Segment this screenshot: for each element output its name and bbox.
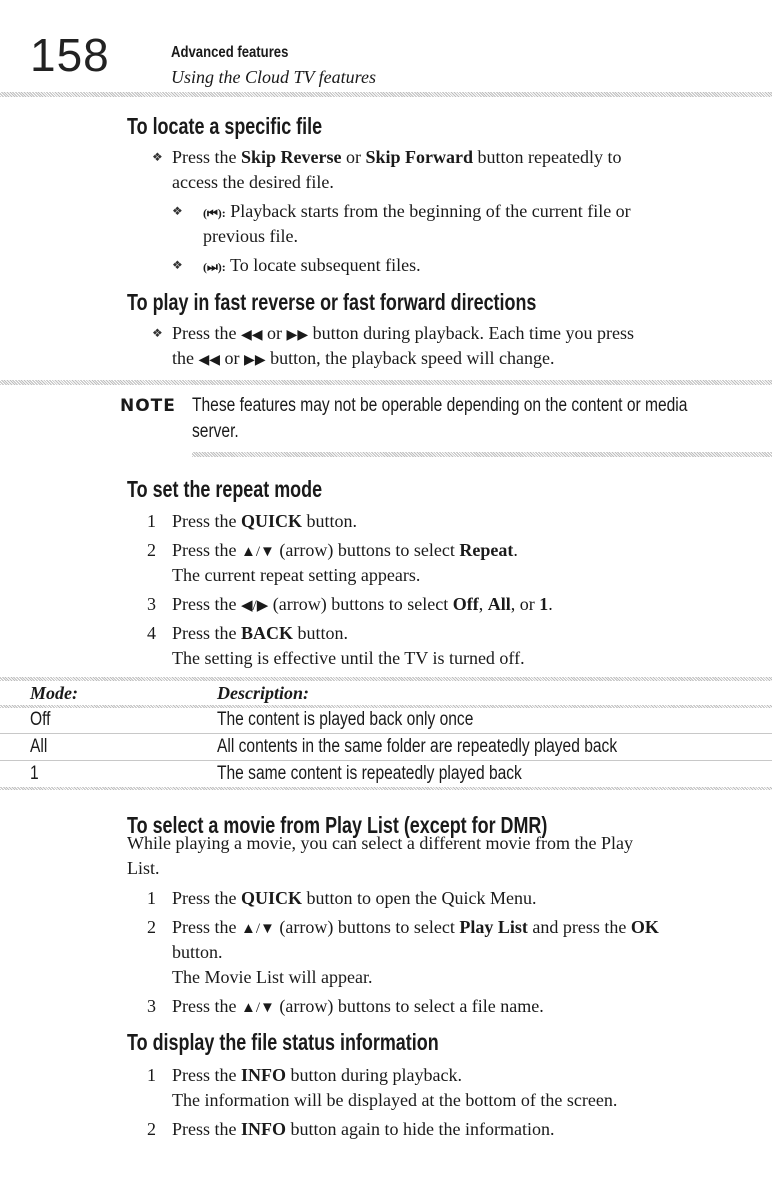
locate-sub2: (⏭): To locate subsequent files. bbox=[203, 255, 421, 275]
bullet-icon: ❖ bbox=[172, 204, 183, 218]
step-number: 1 bbox=[147, 888, 156, 908]
table-cell-mode: All bbox=[30, 736, 48, 757]
note-bottom-rule bbox=[192, 452, 772, 457]
table-cell-mode: Off bbox=[30, 709, 51, 730]
bullet-icon: ❖ bbox=[152, 150, 163, 164]
fast-forward-icon: ▶▶ bbox=[244, 353, 266, 368]
info-step-1-sub: The information will be displayed at the bottom of the screen. bbox=[172, 1090, 618, 1110]
table-row-rule bbox=[0, 733, 772, 734]
heading-fast: To play in fast reverse or fast forward directions bbox=[127, 289, 537, 315]
table-top-rule bbox=[0, 677, 772, 681]
bullet-icon: ❖ bbox=[152, 326, 163, 340]
step-number: 3 bbox=[147, 996, 156, 1016]
left-right-arrow-icon: ◀/▶ bbox=[241, 598, 269, 614]
step-number: 4 bbox=[147, 623, 156, 643]
movie-step-3: Press the ▲/▼ (arrow) buttons to select a file name. bbox=[172, 996, 544, 1016]
heading-info: To display the file status information bbox=[127, 1029, 439, 1055]
heading-repeat: To set the repeat mode bbox=[127, 476, 323, 502]
table-cell-description: All contents in the same folder are repeatedly played back bbox=[217, 736, 618, 757]
locate-sub1-line1: (⏮): Playback starts from the beginning of the current file or bbox=[203, 201, 631, 221]
heading-movie: To select a movie from Play List (except for DMR) bbox=[127, 812, 548, 838]
table-header-description: Description: bbox=[217, 683, 309, 703]
locate-bullet-line2: access the desired file. bbox=[172, 172, 334, 192]
step-number: 2 bbox=[147, 1119, 156, 1139]
repeat-step-2-sub: The current repeat setting appears. bbox=[172, 565, 421, 585]
locate-bullet-line1: Press the Skip Reverse or Skip Forward button repeatedly to bbox=[172, 147, 622, 167]
step-number: 2 bbox=[147, 540, 156, 560]
step-number: 1 bbox=[147, 1065, 156, 1085]
fast-line1: Press the ◀◀ or ▶▶ button during playback. Each time you press bbox=[172, 323, 635, 343]
info-step-2: Press the INFO button again to hide the information. bbox=[172, 1119, 555, 1139]
movie-step-1: Press the QUICK button to open the Quick Menu. bbox=[172, 888, 537, 908]
repeat-step-2: Press the ▲/▼ (arrow) buttons to select Repeat. bbox=[172, 540, 518, 560]
movie-step-2-line2: button. bbox=[172, 942, 223, 962]
step-number: 1 bbox=[147, 511, 156, 531]
chapter-title: Advanced features bbox=[171, 44, 289, 61]
repeat-step-4-sub: The setting is effective until the TV is turned off. bbox=[172, 648, 525, 668]
repeat-step-3: Press the ◀/▶ (arrow) buttons to select Off, All, or 1. bbox=[172, 594, 553, 614]
info-step-1: Press the INFO button during playback. bbox=[172, 1065, 462, 1085]
section-title: Using the Cloud TV features bbox=[171, 67, 377, 87]
rewind-icon: ◀◀ bbox=[198, 353, 221, 368]
step-number: 3 bbox=[147, 594, 156, 614]
movie-step-2-sub: The Movie List will appear. bbox=[172, 967, 373, 987]
table-cell-description: The same content is repeatedly played back bbox=[217, 763, 522, 784]
table-bottom-rule bbox=[0, 787, 772, 790]
up-down-arrow-icon: ▲/▼ bbox=[241, 1000, 275, 1016]
skip-back-icon: (⏮): bbox=[203, 206, 226, 220]
table-header-rule bbox=[0, 705, 772, 708]
table-cell-description: The content is played back only once bbox=[217, 709, 474, 730]
table-header-mode: Mode: bbox=[30, 683, 78, 703]
table-row-rule bbox=[0, 760, 772, 761]
note-line1: These features may not be operable depending on the content or media bbox=[192, 395, 688, 416]
fast-forward-icon: ▶▶ bbox=[286, 328, 309, 343]
locate-sub1-line2: previous file. bbox=[203, 226, 298, 246]
repeat-step-1: Press the QUICK button. bbox=[172, 511, 358, 531]
table-cell-mode: 1 bbox=[30, 763, 39, 784]
step-number: 2 bbox=[147, 917, 156, 937]
skip-forward-icon: (⏭): bbox=[203, 260, 226, 274]
note-top-rule bbox=[0, 380, 772, 385]
page-number: 158 bbox=[30, 29, 110, 81]
movie-intro-line1: While playing a movie, you can select a different movie from the Play bbox=[127, 833, 634, 853]
bullet-icon: ❖ bbox=[172, 258, 183, 272]
heading-locate: To locate a specific file bbox=[127, 113, 323, 139]
header-rule bbox=[0, 92, 772, 97]
up-down-arrow-icon: ▲/▼ bbox=[241, 921, 275, 937]
repeat-step-4: Press the BACK button. bbox=[172, 623, 349, 643]
movie-step-2: Press the ▲/▼ (arrow) buttons to select Play List and press the OK bbox=[172, 917, 659, 937]
up-down-arrow-icon: ▲/▼ bbox=[241, 544, 275, 560]
note-label: NOTE bbox=[120, 396, 176, 416]
fast-line2: the ◀◀ or ▶▶ button, the playback speed will change. bbox=[172, 348, 555, 368]
movie-intro-line2: List. bbox=[127, 858, 160, 878]
rewind-icon: ◀◀ bbox=[241, 328, 263, 343]
note-line2: server. bbox=[192, 421, 239, 442]
